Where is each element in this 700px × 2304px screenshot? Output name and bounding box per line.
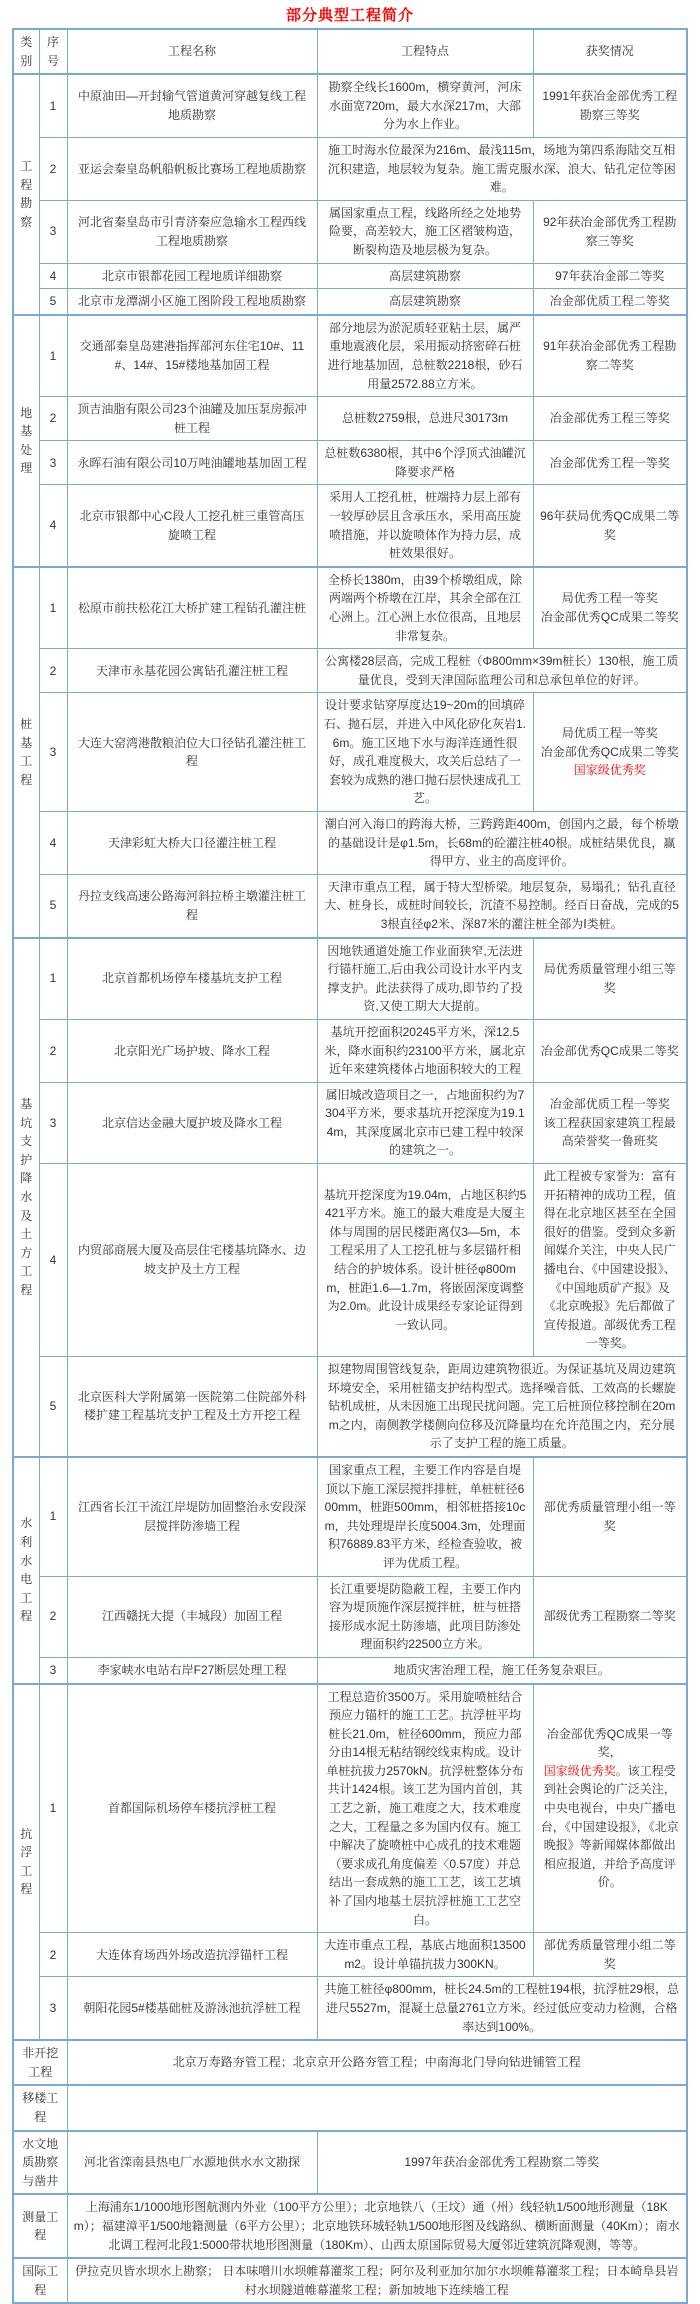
award-text: 冶金部优秀QC成果二等奖 [540, 610, 679, 625]
features-cell: 因地铁通道处施工作业面狭窄,无法进行锚杆施工,后由我公司设计水平内支撑支护。此法获得了成功,即节约了投资,又使工期大大提前。 [317, 938, 533, 1020]
table-row [13, 137, 687, 200]
index-cell: 2 [39, 397, 67, 441]
features-cell: 勘察全线长1600m，横穿黄河，河床水面宽720m，最大水深217m，大部分为水上作业。 [317, 74, 533, 137]
project-name-cell: 中原油田—开封输气管道黄河穿越复线工程地质勘察 [67, 74, 317, 137]
projects-table-body [13, 29, 687, 2303]
features-cell: 施工时海水位最深为216m、最浅115m，场地为第四系海陆交互相沉积建造，地层较为复杂。施工需克服水深、浪大、钻孔定位等困难。 [317, 137, 687, 200]
project-name-cell: 北京医科大学附属第一医院第二住院部外科楼扩建工程基坑支护工程及土方开挖工程 [67, 1357, 317, 1457]
index-cell: 4 [39, 263, 67, 289]
project-name-cell: 河北省滦南县热电厂水源地供水水文勘探 [67, 2131, 317, 2195]
project-name-cell: 北京市银都中心C段人工挖孔桩三重管高压旋喷工程 [67, 485, 317, 567]
project-name-cell: 丹拉支线高速公路海河斜拉桥主墩灌注桩工程 [67, 874, 317, 937]
index-cell: 1 [39, 315, 67, 397]
features-cell: 属旧城改造项目之一，占地面积约为7304平方米，要求基坑开挖深度为19.14m，其深度属北京市已建工程中较深的建筑之一。 [317, 1082, 533, 1163]
award-text: 。该工程受到社会舆论的广泛关注，中央电视台，中央广播电台，《中国建设报》，《北京晚报》等新闻媒体都做出相应报道，并给予高度评价。 [540, 1763, 679, 1890]
award-text: 冶金部优质工程一等奖 [549, 1096, 670, 1111]
project-name-cell: 河北省秦皇岛市引青济秦应急输水工程西线工程地质勘察 [67, 200, 317, 263]
features-cell: 基坑开挖深度为19.04m，占地区积约5421平方米。施工的最大难度是大厦主体与周围的居民楼距离仅3—5m，本工程采用了人工挖孔桩与多层锚杆相结合的护坡体系。设计桩径φ800mm，桩距1.6—1.7m，将嵌固深度调整为2.0m。此设计成果经专家论证得到一致认同。 [317, 1164, 533, 1357]
awards-cell [533, 1164, 687, 1357]
features-cell: 设计要求钻穿厚度达19~20m的回填碎石、抛石层，并进入中风化矽化灰岩1.6m。施工区地下水与海洋连通性很好，成孔难度极大，攻关后总结了一套较为成熟的港口抛石层快速成孔工艺。 [317, 693, 533, 812]
features-cell: 国家重点工程，主要工作内容是自堤顶以下施工深层搅拌排桩，单桩桩径600mm，桩距500mm，相邻桩搭接10cm，共处理堤岸长度5004.3m，处理面积76889.83平方米，经检查验收，被评为优质工程。 [317, 1457, 533, 1576]
index-cell: 5 [39, 289, 67, 315]
award-text: 部优秀质量管理小组二等奖 [543, 1938, 676, 1971]
features-cell: 属国家重点工程，线路所经之处地势险要，高差较大，施工区褶皱构造，断裂构造及地层极为复杂。 [317, 200, 533, 263]
table-row [13, 485, 687, 567]
projects-table [12, 28, 688, 2304]
award-text: 冶金部优秀QC成果二等奖 [540, 744, 679, 759]
category-cell: 桩基工程 [13, 567, 39, 938]
awards-cell [533, 441, 687, 485]
header-awards: 获奖情况 [533, 29, 687, 74]
table-row [13, 2258, 687, 2303]
header-project-name: 工程名称 [67, 29, 317, 74]
project-name-cell: 北京市龙潭湖小区施工图阶段工程地质勘察 [67, 289, 317, 315]
category-cell: 抗浮工程 [13, 1684, 39, 2041]
award-text: 部优秀质量管理小组一等奖 [543, 1500, 676, 1533]
award-text-highlight: 国家级优秀奖 [543, 1763, 616, 1778]
category-cell: 水文地质勘察与凿井 [13, 2131, 67, 2195]
award-text: 冶金部优质工程二等奖 [549, 294, 670, 309]
table-row [13, 74, 687, 137]
project-name-cell: 松原市前扶松花江大桥扩建工程钻孔灌注桩 [67, 567, 317, 649]
features-cell: 工程总造价3500万。采用旋喷桩结合预应力锚杆的施工工艺。抗浮桩平均桩长21.0m，桩径600mm，预应力部分由14根无粘结钢绞线束构成。设计单桩抗拔力2570kN。抗浮桩整体分布共计1424根。该工艺为国内首创，其工艺之新，施工难度之大，技术难度之大，工程量之多为国内仅有。施工中解决了旋喷桩中心成孔的技术难题（要求成孔角度偏差〈0.57度）并总结出一套成熟的施工工艺，该工艺填补了国内地基土层抗浮桩施工工艺空白。 [317, 1684, 533, 1933]
award-text: 该工程获国家建筑工程最高荣誉奖一鲁班奖 [543, 1115, 676, 1149]
index-cell: 3 [39, 1082, 67, 1163]
features-cell: 总桩数6380根，其中6个浮顶式油罐沉降要求严格 [317, 441, 533, 485]
features-cell: 公寓楼28层高，完成工程桩（Φ800mm×39m桩长）130根，施工质量优良，受到天津国际监理公司和总承包单位的好评。 [317, 649, 687, 693]
table-row [13, 441, 687, 485]
award-text: 部级优秀工程勘察二等奖 [543, 1609, 676, 1624]
features-cell: 部分地层为淤泥质轻亚粘土层，属严重地震液化层，采用振动挤密碎石桩进行地基加固，总桩数2218根，砂石用量2572.88立方米。 [317, 315, 533, 397]
category-cell: 国际工程 [13, 2258, 67, 2303]
table-row [13, 1164, 687, 1357]
table-row [13, 2131, 687, 2195]
project-name-cell: 交通部秦皇岛建港指挥部河东住宅10#、11#、14#、15#楼地基加固工程 [67, 315, 317, 397]
table-row [13, 2040, 687, 2085]
award-text: 96年获局优秀QC成果二等奖 [540, 509, 680, 542]
features-cell: 地质灾害治理工程，施工任务复杂艰巨。 [317, 1657, 687, 1683]
index-cell: 3 [39, 1657, 67, 1683]
features-cell: 拟建物周围管线复杂，距周边建筑物很近。为保证基坑及周边建筑环境安全，采用桩锚支护结构型式。选择噪音低、工效高的长螺旋钻机成桩，从未因施工出现民扰问题。完工后桩顶位移控制在20mm之内，南侧教学楼侧向位移及沉降量均在允许范围之内，充分展示了支护工程的施工质量。 [317, 1357, 687, 1457]
award-text: 冶金部优秀QC成果二等奖 [540, 1043, 679, 1058]
category-cell: 工程勘察 [13, 74, 39, 315]
table-row [13, 649, 687, 693]
project-name-cell: 亚运会秦皇岛帆船帆板比赛场工程地质勘察 [67, 137, 317, 200]
table-row [13, 874, 687, 937]
table-row [13, 567, 687, 649]
category-cell: 基坑支护降水及土方工程 [13, 938, 39, 1457]
table-row [13, 1457, 687, 1576]
features-cell: 长江重要堤防隐蔽工程，主要工作内容为堤顶施作深层搅拌桩，桩与桩搭接形成水泥土防渗墙，此项目防渗处理面积约22500立方米。 [317, 1576, 533, 1657]
award-text: 92年获冶金部优秀工程勘察三等奖 [543, 215, 677, 248]
features-cell: 总桩数2759根，总进尺30173m [317, 397, 533, 441]
index-cell: 1 [39, 567, 67, 649]
awards-cell [533, 938, 687, 1020]
project-name-cell: 天津彩虹大桥大口径灌注桩工程 [67, 811, 317, 874]
table-row [13, 1933, 687, 1977]
project-name-cell: 北京市银都花园工程地质详细勘察 [67, 263, 317, 289]
category-cell: 非开挖工程 [13, 2040, 67, 2085]
awards-cell [533, 567, 687, 649]
project-name-cell: 北京首都机场停车楼基坑支护工程 [67, 938, 317, 1020]
table-row [13, 2194, 687, 2258]
table-row [13, 1082, 687, 1163]
award-text-highlight: 国家级优秀奖 [573, 763, 646, 778]
wide-content-cell [67, 2085, 687, 2130]
project-name-cell: 江西赣抚大提（丰城段）加固工程 [67, 1576, 317, 1657]
index-cell: 1 [39, 938, 67, 1020]
award-text: 局优秀工程一等奖 [561, 591, 658, 606]
wide-content-cell: 1997年获冶金部优秀工程勘察二等奖 [317, 2131, 687, 2195]
award-text: 冶金部优秀工程一等奖 [549, 455, 670, 470]
awards-cell [533, 289, 687, 315]
index-cell: 2 [39, 649, 67, 693]
features-cell: 潮白河入海口的跨海大桥，三跨跨距400m，创国内之最，每个桥墩的基础设计是φ1.5m，长68m的砼灌注桩40根。成桩结果优良，赢得甲方、业主的高度评价。 [317, 811, 687, 874]
index-cell: 2 [39, 137, 67, 200]
table-row [13, 397, 687, 441]
project-name-cell: 顶吉油脂有限公司23个油罐及加压泵房振冲桩工程 [67, 397, 317, 441]
index-cell: 2 [39, 1576, 67, 1657]
table-row [13, 1684, 687, 1933]
table-row [13, 1019, 687, 1082]
header-category: 类别 [13, 29, 39, 74]
features-cell: 全桥长1380m，由39个桥墩组成，除两端两个桥墩在江岸，其余全部在江心洲上。江心洲上水位很高，且地层非常复杂。 [317, 567, 533, 649]
wide-content-cell: 北京万寿路夯管工程；北京京开公路夯管工程；中南海北门导向钻进铺管工程 [67, 2040, 687, 2085]
page-title: 部分典型工程简介 [285, 7, 414, 24]
table-row [13, 2085, 687, 2130]
award-text: 冶金部优秀QC成果一等奖， [546, 1726, 673, 1760]
awards-cell [533, 315, 687, 397]
awards-cell [533, 397, 687, 441]
table-row [13, 811, 687, 874]
index-cell: 2 [39, 1933, 67, 1977]
header-features: 工程特点 [317, 29, 533, 74]
award-text: 91年获冶金部优秀工程勘察二等奖 [543, 339, 677, 372]
award-text: 此工程被专家誉为：富有开拓精神的成功工程，值得在北京地区甚至在全国很好的借鉴。受到众多新闻媒介关注，中央人民广播电台、《中国建设报》、《中国地质矿产报》及《北京晚报》先后都做了宣传报道。部级优秀工程一等奖。 [543, 1169, 676, 1351]
features-cell: 采用人工挖孔桩，桩端持力层上部有一较厚砂层且含承压水，采用高压旋喷措施，并以旋喷体作为持力层，成桩效果很好。 [317, 485, 533, 567]
features-cell: 大连市重点工程，基底占地面积13500m2。设计单锚抗拔力300KN。 [317, 1933, 533, 1977]
features-cell: 高层建筑勘察 [317, 263, 533, 289]
features-cell: 高层建筑勘察 [317, 289, 533, 315]
awards-cell [533, 1082, 687, 1163]
index-cell: 4 [39, 811, 67, 874]
index-cell: 3 [39, 200, 67, 263]
wide-content-cell: 伊拉克贝皆水坝水上勘察； 日本味噌川水坝帷幕灌浆工程；阿尔及利亚加尔加尔水坝帷幕灌浆工程；日本崎阜县岩村水坝隧道帷幕灌浆工程；新加坡地下连续墙工程 [67, 2258, 687, 2303]
project-name-cell: 永晖石油有限公司10万吨油罐地基加固工程 [67, 441, 317, 485]
awards-cell [533, 200, 687, 263]
award-text: 冶金部优秀工程三等奖 [549, 411, 670, 426]
awards-cell [533, 74, 687, 137]
category-cell: 测量工程 [13, 2194, 67, 2258]
index-cell: 4 [39, 485, 67, 567]
features-cell: 共施工桩径φ800mm，桩长24.5m的工程桩194根，抗浮桩29根，总进尺5527m，混凝土总量2761立方米。经过低应变动力检测，合格率达到100%。 [317, 1977, 687, 2040]
table-row [13, 200, 687, 263]
index-cell: 3 [39, 1977, 67, 2040]
table-row [13, 938, 687, 1020]
project-name-cell: 江西省长江干流江岸堤防加固整治永安段深层搅拌防渗墙工程 [67, 1457, 317, 1576]
features-cell: 天津市重点工程，属于特大型桥梁。地层复杂，易塌孔；钻孔直径大、桩身长，成桩时间较长，沉渣不易控制。经百日奋战，完成的53根直径φ2米、深87米的灌注桩全部为Ⅰ类桩。 [317, 874, 687, 937]
wide-content-cell: 上海浦东1/1000地形图航测内外业（100平方公里）；北京地铁八（王坟）通（州）线轻轨1/500地形测量（18Km）；福建漳平1/500地籍测量（6平方公里）；北京地铁环城轻轨1/500地形图及线路纵、横断面测量（40Km）；南水北调工程河北段1:5000带状地形图测量（180Km）、山西太原国际贸易大厦邻近建筑沉降观测，等等。 [67, 2194, 687, 2258]
awards-cell [533, 693, 687, 812]
project-name-cell: 大连大窑湾港散粮泊位大口径钻孔灌注桩工程 [67, 693, 317, 812]
category-cell: 地基处理 [13, 315, 39, 567]
table-row [13, 1657, 687, 1683]
project-name-cell: 首都国际机场停车楼抗浮桩工程 [67, 1684, 317, 1933]
table-row [13, 1977, 687, 2040]
project-name-cell: 北京信达金融大厦护坡及降水工程 [67, 1082, 317, 1163]
awards-cell [533, 1019, 687, 1082]
award-text: 局优秀质量管理小组三等奖 [543, 962, 676, 995]
index-cell: 3 [39, 693, 67, 812]
awards-cell [533, 1933, 687, 1977]
award-text: 1991年获冶金部优秀工程勘察三等奖 [542, 89, 678, 123]
category-cell: 移楼工程 [13, 2085, 67, 2130]
table-row [13, 315, 687, 397]
project-name-cell: 李家峡水电站右岸F27断层处理工程 [67, 1657, 317, 1683]
project-name-cell: 大连体育场西外场改造抗浮锚杆工程 [67, 1933, 317, 1977]
award-text: 97年获冶金部二等奖 [555, 268, 665, 283]
table-row [13, 29, 687, 74]
table-row [13, 1357, 687, 1457]
project-name-cell: 天津市永基花园公寓钻孔灌注桩工程 [67, 649, 317, 693]
award-text: 局优质工程一等奖 [561, 726, 658, 741]
awards-cell [533, 1576, 687, 1657]
index-cell: 3 [39, 441, 67, 485]
project-name-cell: 朝阳花园5#楼基础桩及游泳池抗浮桩工程 [67, 1977, 317, 2040]
index-cell: 5 [39, 1357, 67, 1457]
header-index: 序号 [39, 29, 67, 74]
index-cell: 1 [39, 1457, 67, 1576]
index-cell: 1 [39, 1684, 67, 1933]
table-row [13, 289, 687, 315]
awards-cell [533, 485, 687, 567]
category-cell: 水利水电工程 [13, 1457, 39, 1684]
features-cell: 基坑开挖面积20245平方米，深12.5米，降水面积约23100平方米，属北京近年来建筑楼体占地面积较大的工程 [317, 1019, 533, 1082]
index-cell: 4 [39, 1164, 67, 1357]
awards-cell [533, 1457, 687, 1576]
table-row [13, 1576, 687, 1657]
table-row [13, 263, 687, 289]
index-cell: 2 [39, 1019, 67, 1082]
project-name-cell: 北京阳光广场护坡、降水工程 [67, 1019, 317, 1082]
index-cell: 1 [39, 74, 67, 137]
project-name-cell: 内贸部商展大厦及高层住宅楼基坑降水、边坡支护及土方工程 [67, 1164, 317, 1357]
table-row [13, 693, 687, 812]
index-cell: 5 [39, 874, 67, 937]
awards-cell [533, 263, 687, 289]
awards-cell [533, 1684, 687, 1933]
